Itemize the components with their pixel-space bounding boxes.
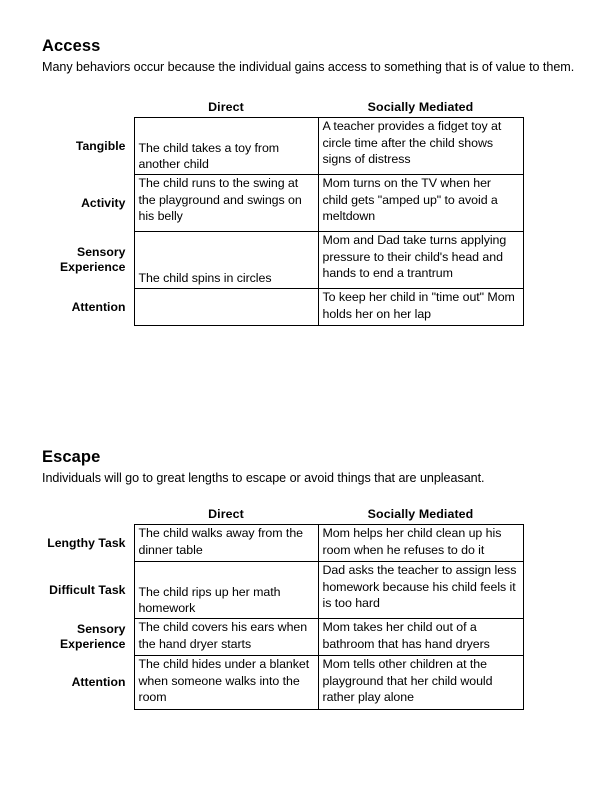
escape-cell-difficult-task-social: Dad asks the teacher to assign less homework because his child feels it is too hard — [318, 562, 523, 619]
table-row — [42, 619, 523, 656]
access-cell-attention-social: To keep her child in "time out" Mom holds her on her lap — [318, 289, 523, 326]
escape-row-label-attention: Attention — [71, 675, 126, 689]
escape-cell-lengthy-task-direct: The child walks away from the dinner table — [134, 525, 318, 562]
section-access-description: Many behaviors occur because the individual gains access to something that is of value to them. — [42, 60, 575, 74]
escape-cell-attention-direct: The child hides under a blanket when someone walks into the room — [134, 656, 318, 710]
access-cell-tangible-direct: The child takes a toy from another child — [134, 118, 318, 175]
access-row-label-attention: Attention — [71, 299, 126, 314]
escape-row-label-difficult-task: Difficult Task — [49, 582, 126, 597]
escape-header-socially-mediated: Socially Mediated — [367, 507, 474, 521]
access-row-label-activity: Activity — [81, 195, 126, 210]
escape-table-header — [42, 507, 523, 525]
escape-row-label-sensory-experience: Sensory Experience — [59, 622, 126, 651]
escape-cell-sensory-experience-social: Mom takes her child out of a bathroom that has hand dryers — [318, 619, 523, 656]
access-cell-activity-direct: The child runs to the swing at the playground and swings on his belly — [134, 175, 318, 232]
escape-table-wrapper — [42, 507, 582, 710]
escape-cell-lengthy-task-social: Mom helps her child clean up his room when he refuses to do it — [318, 525, 523, 562]
escape-header-rowlabel — [42, 507, 134, 525]
access-header-rowlabel — [42, 100, 134, 118]
section-escape — [42, 447, 582, 705]
escape-function-matrix-table — [42, 507, 524, 710]
table-row — [42, 175, 523, 232]
access-function-matrix-table — [42, 100, 524, 326]
escape-header-direct: Direct — [208, 507, 244, 521]
table-row — [42, 562, 523, 619]
table-row — [42, 656, 523, 710]
escape-cell-attention-social: Mom tells other children at the playground that her child would rather play alone — [318, 656, 523, 710]
section-access-title: Access — [42, 37, 101, 55]
table-header-row — [42, 507, 523, 525]
escape-row-label-lengthy-task: Lengthy Task — [47, 535, 126, 550]
table-row — [42, 232, 523, 289]
section-escape-title: Escape — [42, 448, 101, 466]
access-header-direct: Direct — [208, 100, 244, 114]
access-table-wrapper — [42, 100, 582, 326]
section-access — [42, 36, 582, 321]
escape-table-body — [42, 525, 523, 710]
access-cell-activity-social: Mom turns on the TV when her child gets "amped up" to avoid a meltdown — [318, 175, 523, 232]
access-cell-tangible-social: A teacher provides a fidget toy at circle time after the child shows signs of distress — [318, 118, 523, 175]
escape-cell-difficult-task-direct: The child rips up her math homework — [134, 562, 318, 619]
table-row — [42, 525, 523, 562]
escape-cell-sensory-experience-direct: The child covers his ears when the hand dryer starts — [134, 619, 318, 656]
access-cell-sensory-experience-direct: The child spins in circles — [134, 232, 318, 289]
access-cell-sensory-experience-social: Mom and Dad take turns applying pressure to their child's head and hands to end a trantrum — [318, 232, 523, 289]
access-table-header — [42, 100, 523, 118]
table-row — [42, 289, 523, 326]
access-cell-attention-direct — [134, 289, 318, 326]
access-row-label-tangible: Tangible — [75, 138, 126, 153]
access-row-label-sensory-experience: Sensory Experience — [59, 245, 126, 274]
section-escape-description: Individuals will go to great lengths to escape or avoid things that are unpleasant. — [42, 471, 485, 485]
access-header-socially-mediated: Socially Mediated — [367, 100, 474, 114]
table-header-row — [42, 100, 523, 118]
access-table-body — [42, 118, 523, 326]
table-row — [42, 118, 523, 175]
